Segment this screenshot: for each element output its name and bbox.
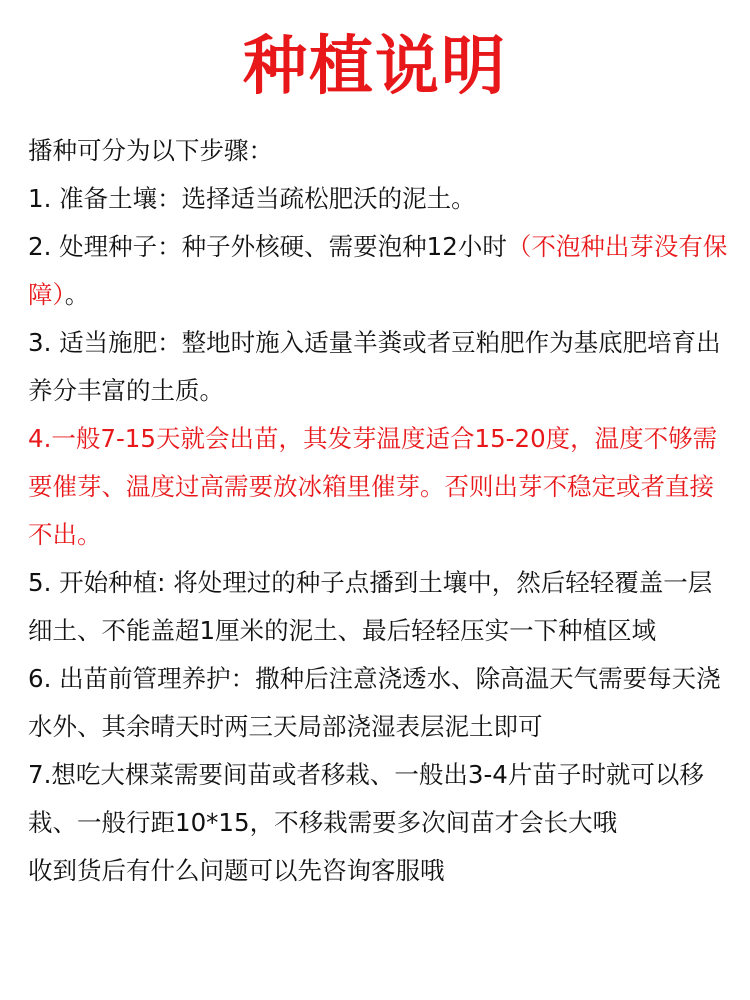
step-4-highlight: 4.一般7-15天就会出苗，其发芽温度适合15-20度，温度不够需要催芽、温度过高需要放冰箱里催芽。否则出芽不稳定或者直接不出。 [28, 424, 718, 549]
step-6: 6. 出苗前管理养护：撒种后注意浇透水、除高温天气需要每天浇水外、其余晴天时两三天局部浇湿表层泥土即可 [28, 664, 721, 741]
page-title: 种植说明 [243, 30, 507, 104]
step-7: 7.想吃大棵菜需要间苗或者移栽、一般出3-4片苗子时就可以移栽、一般行距10*15，不移栽需要多次间苗才会长大哦 [28, 760, 704, 837]
step-5: 5. 开始种植: 将处理过的种子点播到土壤中，然后轻轻覆盖一层细土、不能盖超1厘米的泥土、最后轻轻压实一下种植区域 [28, 568, 713, 645]
step-2-text: 2. 处理种子：种子外核硬、需要泡种12小时 [28, 232, 507, 261]
step-2 [28, 223, 728, 319]
step-2-end: 。 [64, 280, 90, 309]
instructions-body [28, 127, 728, 895]
step-1: 1. 准备土壤：选择适当疏松肥沃的泥土。 [28, 184, 476, 213]
footer-note: 收到货后有什么问题可以先咨询客服哦 [28, 856, 445, 885]
step-3: 3. 适当施肥：整地时施入适量羊粪或者豆粕肥作为基底肥培育出养分丰富的土质。 [28, 328, 721, 405]
step-2-warning-note: （不泡种出芽没有保障） [28, 232, 728, 309]
intro-text: 播种可分为以下步骤： [28, 136, 273, 165]
